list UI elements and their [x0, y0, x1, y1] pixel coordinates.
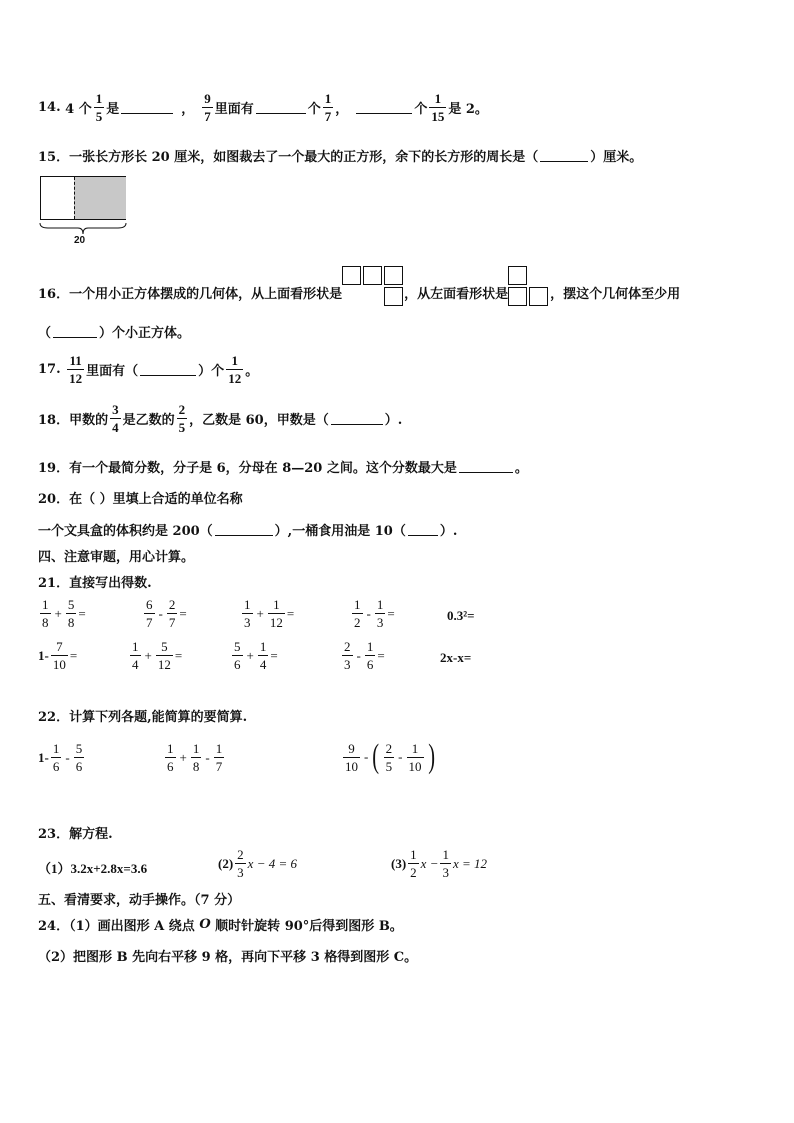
cell	[384, 266, 403, 285]
operator: -	[205, 749, 210, 765]
calc-item	[350, 598, 395, 629]
fraction	[408, 848, 419, 879]
fraction	[268, 598, 285, 629]
q15-end: ）厘米。	[590, 150, 643, 165]
fraction	[226, 354, 243, 385]
q14-text8: 是 2。	[448, 102, 488, 117]
equals: =	[69, 647, 78, 663]
q19-text: 19．有一个最简分数，分子是 6，分母在 8—20 之间。这个分数最大是	[38, 461, 457, 476]
calc-item	[440, 650, 471, 666]
q14-text2: 是	[106, 102, 120, 117]
calc-prefix: 1-	[38, 647, 49, 663]
numerator: 1	[442, 847, 449, 862]
numerator: 1	[273, 597, 280, 612]
denominator: 5	[385, 758, 393, 774]
denominator: 3	[344, 657, 351, 672]
q16-text1: 16．一个用小正方体摆成的几何体，从上面看形状是	[38, 286, 343, 302]
q18-text3: ，乙数是 60，甲数是（	[189, 413, 329, 428]
q24-text2: 顺时针旋转 90°后得到图形 B。	[215, 919, 403, 934]
q16-paren-open: （	[38, 326, 52, 341]
q18-text2: 是乙数的	[122, 413, 175, 428]
numerator: 11	[69, 353, 82, 368]
answer-blank[interactable]	[53, 325, 97, 338]
denominator: 15	[431, 109, 445, 124]
q19-end: 。	[514, 461, 528, 476]
fraction	[165, 742, 176, 773]
operator: +	[246, 647, 254, 663]
q18-text1: 18．甲数的	[38, 413, 109, 428]
removed-square	[74, 177, 126, 219]
calc-item	[447, 608, 475, 624]
fraction	[74, 742, 85, 773]
brace-icon	[38, 222, 128, 236]
fraction	[384, 742, 395, 773]
q14-text6: ，	[335, 102, 349, 117]
fraction	[375, 598, 386, 629]
fraction	[66, 598, 77, 629]
numerator: 1	[434, 91, 442, 106]
point-o-label: O	[199, 917, 211, 932]
denominator: 7	[324, 109, 332, 124]
equation-text: x = 12	[452, 855, 488, 871]
equals: =	[270, 647, 278, 663]
q16-text2: ，从左面看形状是	[404, 286, 509, 302]
q14-text4: 里面有	[214, 102, 254, 117]
answer-blank[interactable]	[215, 523, 273, 536]
q16-text3: ，摆这个几何体至少用	[550, 286, 681, 302]
numerator: 2	[237, 847, 244, 862]
operator: -	[364, 749, 369, 764]
equation-2	[218, 848, 297, 879]
numerator: 9	[348, 740, 355, 756]
numerator: 2	[178, 402, 186, 417]
fraction	[110, 403, 121, 434]
numerator: 1	[231, 353, 238, 368]
denominator: 4	[259, 657, 267, 672]
equation-1	[38, 858, 147, 877]
numerator: 1	[52, 741, 60, 756]
calc-item	[230, 640, 278, 671]
q14-text7: 个	[414, 102, 428, 117]
denominator: 7	[168, 615, 176, 630]
numerator: 1	[244, 597, 251, 612]
calc-item	[128, 640, 182, 671]
numerator: 3	[112, 402, 119, 417]
cell	[508, 287, 527, 306]
question-24-part2	[38, 946, 417, 965]
cell	[363, 266, 382, 285]
calc-item	[38, 598, 86, 629]
answer-blank[interactable]	[540, 149, 588, 162]
operator: -	[356, 647, 361, 663]
equals: =	[179, 605, 187, 621]
fraction	[342, 640, 353, 671]
fraction	[323, 92, 334, 123]
cell	[508, 266, 527, 285]
answer-blank[interactable]	[140, 363, 196, 376]
expression-3	[341, 740, 437, 774]
numerator: 9	[204, 91, 211, 106]
numerator: 7	[56, 639, 63, 654]
fraction	[214, 742, 225, 773]
equals: =	[286, 605, 295, 621]
fraction	[94, 92, 105, 123]
answer-blank[interactable]	[331, 412, 383, 425]
section-5-text: 五、看清要求，动手操作。（7 分）	[38, 893, 241, 908]
question-14	[38, 92, 488, 123]
equals: =	[78, 605, 86, 621]
numerator: 1	[259, 639, 267, 654]
cell	[384, 287, 403, 306]
q15-text: 15．一张长方形长 20 厘米，如图裁去了一个最大的正方形，余下的长方形的周长是（	[38, 150, 539, 165]
q17-text3: 。	[245, 364, 259, 379]
numerator: 5	[75, 741, 83, 756]
numerator: 5	[67, 597, 75, 612]
q23-title: 23．解方程.	[38, 827, 113, 842]
q14-text5: 个	[307, 102, 321, 117]
question-21-title	[38, 572, 152, 591]
fraction	[235, 848, 246, 879]
denominator: 6	[75, 759, 83, 774]
operator: -	[398, 749, 403, 764]
numerator: 5	[234, 639, 241, 654]
fraction	[258, 640, 269, 671]
fraction	[130, 640, 141, 671]
denominator: 4	[112, 420, 119, 435]
q18-text4: ）.	[384, 413, 403, 428]
answer-blank[interactable]	[256, 101, 306, 114]
q17-text2: ）个	[198, 364, 225, 379]
q20-text3: ）.	[439, 524, 458, 539]
denominator: 3	[244, 615, 251, 630]
numerator: 1	[354, 597, 361, 612]
numerator: 1	[376, 597, 384, 612]
figure-length-label: 20	[74, 235, 86, 246]
calc-item	[340, 640, 385, 671]
q21-title: 21．直接写出得数.	[38, 576, 152, 591]
denominator: 5	[178, 420, 186, 435]
q17-text1: 里面有（	[86, 364, 139, 379]
question-17	[38, 354, 258, 385]
denominator: 3	[442, 865, 449, 880]
calc-prefix: 1-	[38, 749, 49, 765]
numerator: 1	[324, 91, 332, 106]
equation-label: (3)	[391, 855, 407, 871]
denominator: 7	[204, 109, 211, 124]
denominator: 6	[366, 657, 374, 672]
equals: =	[387, 605, 395, 621]
fraction	[40, 598, 51, 629]
fraction	[365, 640, 376, 671]
q22-title: 22．计算下列各题,能简算的要简算.	[38, 710, 248, 725]
expression-2	[163, 742, 226, 773]
numerator: 1	[167, 741, 174, 756]
operator: -	[366, 605, 371, 621]
q14-text1: 4 个	[65, 102, 92, 117]
q15-figure	[40, 176, 126, 222]
question-24-part1	[38, 915, 403, 934]
denominator: 5	[95, 109, 103, 124]
calc-item	[240, 598, 294, 629]
equation-3	[391, 848, 487, 879]
denominator: 8	[42, 615, 49, 630]
answer-blank[interactable]	[356, 101, 412, 114]
fraction	[51, 640, 68, 671]
operator: +	[54, 605, 62, 621]
numerator: 1	[42, 597, 49, 612]
answer-blank[interactable]	[459, 460, 513, 473]
q20-text1: 一个文具盒的体积约是 200（	[38, 524, 213, 539]
denominator: 6	[167, 759, 174, 774]
denominator: 2	[410, 865, 417, 880]
numerator: 6	[146, 597, 153, 612]
section-4-heading	[38, 546, 194, 565]
fraction	[167, 598, 178, 629]
operator: +	[256, 605, 264, 621]
equation-text: x −	[420, 855, 439, 871]
denominator: 6	[52, 759, 60, 774]
fraction	[429, 92, 446, 123]
fraction	[51, 742, 62, 773]
numerator: 2	[344, 639, 351, 654]
q20-title: 20．在（ ）里填上合适的单位名称	[38, 492, 243, 507]
denominator: 4	[132, 657, 139, 672]
question-15	[38, 146, 642, 165]
denominator: 7	[146, 615, 153, 630]
equation-label: (2)	[218, 855, 234, 871]
fraction	[156, 640, 173, 671]
denominator: 12	[157, 657, 171, 672]
question-22-title	[38, 706, 247, 725]
denominator: 6	[234, 657, 241, 672]
denominator: 3	[237, 865, 244, 880]
q24-text3: （2）把图形 B 先向右平移 9 格，再向下平移 3 格得到图形 C。	[38, 950, 418, 965]
numerator: 5	[161, 639, 168, 654]
denominator: 2	[354, 615, 361, 630]
cell	[342, 266, 361, 285]
denominator: 10	[408, 758, 422, 774]
section-5-heading	[38, 889, 240, 908]
paren-open: (	[372, 738, 380, 775]
equals: =	[377, 647, 385, 663]
fraction	[177, 403, 188, 434]
denominator: 8	[67, 615, 75, 630]
fraction	[242, 598, 253, 629]
operator: +	[144, 647, 152, 663]
operator: -	[65, 749, 70, 765]
numerator: 2	[385, 740, 393, 756]
question-23-title	[38, 823, 113, 842]
operator: +	[179, 749, 187, 765]
question-16	[38, 276, 680, 308]
calc-item	[142, 598, 187, 629]
denominator: 3	[376, 615, 384, 630]
question-18	[38, 403, 402, 434]
calc-text: 2x-x=	[440, 650, 472, 665]
question-20	[38, 520, 457, 539]
fraction	[440, 848, 451, 879]
left-view-figure	[508, 266, 550, 308]
calc-item	[38, 640, 77, 671]
fraction	[232, 640, 243, 671]
numerator: 1	[192, 741, 200, 756]
paren-close: )	[427, 738, 435, 775]
q20-text2: ）,一桶食用油是 10（	[274, 524, 406, 539]
answer-blank[interactable]	[121, 101, 173, 114]
expression-1	[38, 742, 86, 773]
fraction	[202, 92, 213, 123]
fraction	[343, 742, 360, 773]
numerator: 1	[366, 639, 374, 654]
numerator: 2	[168, 597, 176, 612]
calc-text: 0.3²=	[447, 608, 475, 623]
fraction	[352, 598, 363, 629]
section-4-text: 四、注意审题，用心计算。	[38, 550, 195, 565]
numerator: 1	[411, 740, 419, 756]
q14-number: 14.	[38, 100, 61, 115]
denominator: 12	[228, 371, 242, 386]
equals: =	[174, 647, 183, 663]
equation-text: x − 4 = 6	[247, 855, 297, 871]
fraction	[191, 742, 202, 773]
numerator: 1	[215, 741, 223, 756]
denominator: 7	[215, 759, 223, 774]
q17-number: 17.	[38, 362, 61, 377]
answer-blank[interactable]	[408, 523, 438, 536]
denominator: 10	[345, 758, 358, 774]
numerator: 1	[132, 639, 139, 654]
numerator: 1	[410, 847, 417, 862]
cell	[529, 287, 548, 306]
fraction	[407, 742, 424, 773]
denominator: 8	[192, 759, 200, 774]
top-view-figure	[342, 266, 404, 308]
question-19	[38, 457, 528, 476]
denominator: 12	[269, 615, 283, 630]
question-16-line2	[38, 322, 190, 341]
fraction	[144, 598, 155, 629]
fraction	[67, 354, 84, 385]
question-20-title	[38, 488, 243, 507]
q14-text3: ，	[181, 102, 195, 117]
q16-end: ）个小正方体。	[99, 326, 191, 341]
equation-text: （1）3.2x+2.8x=3.6	[38, 861, 148, 876]
denominator: 10	[52, 657, 66, 672]
operator: -	[158, 605, 163, 621]
numerator: 1	[95, 91, 103, 106]
q24-text1: 24．（1）画出图形 A 绕点	[38, 919, 195, 934]
denominator: 12	[69, 371, 83, 386]
